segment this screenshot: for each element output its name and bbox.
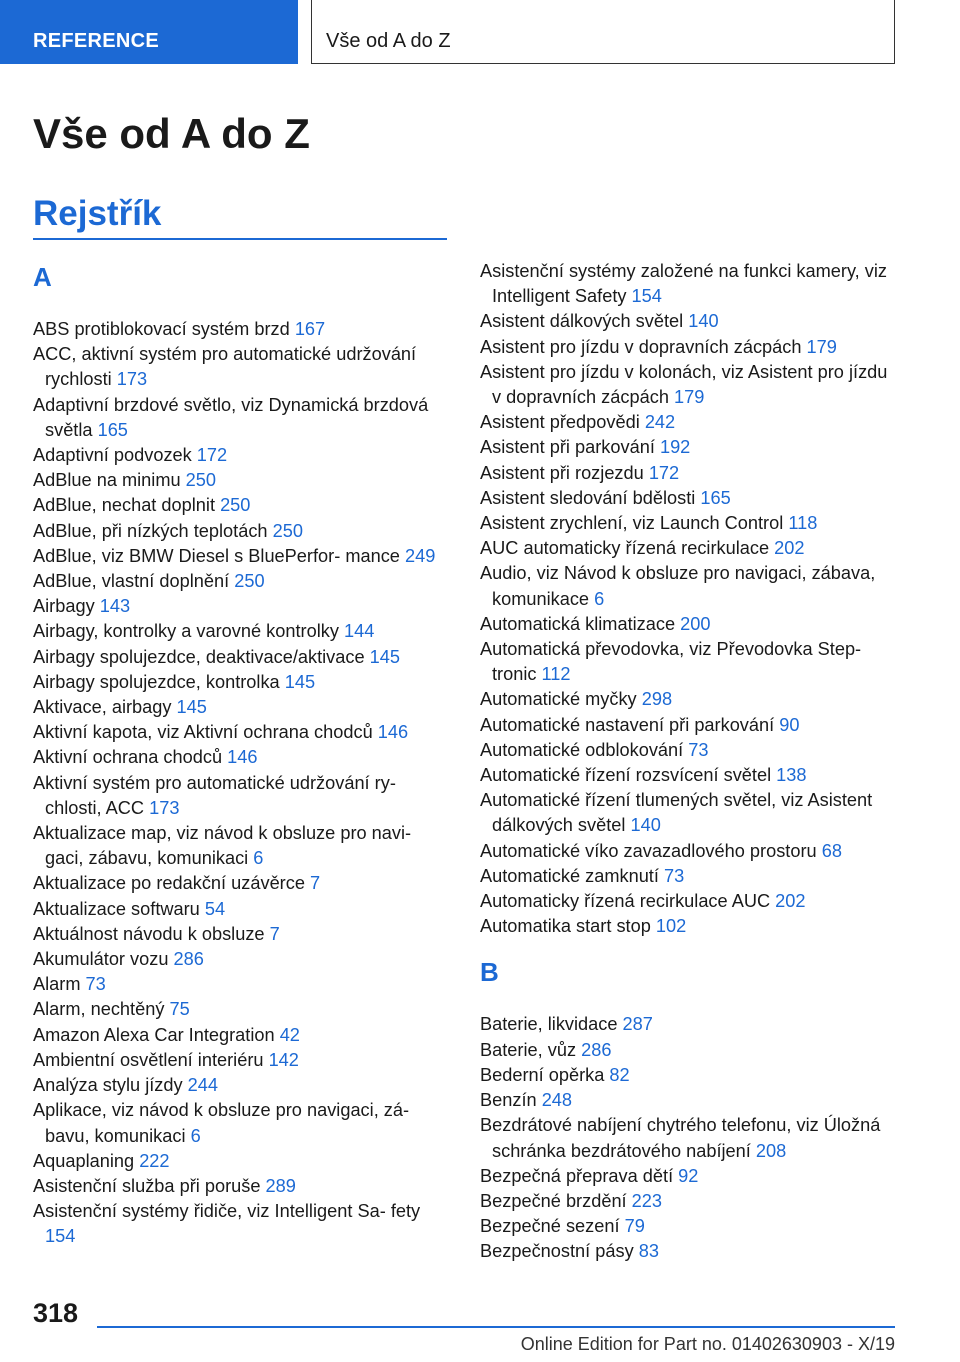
index-entry-text: Automatické řízení tlumených světel, viz Asistent dálkových světel [480, 790, 873, 836]
index-entry-text: Alarm, nechtěný [33, 999, 170, 1020]
index-entry [480, 914, 894, 939]
index-entry-page-link[interactable]: 118 [788, 513, 818, 534]
index-entry-page-link[interactable]: 73 [688, 739, 709, 760]
index-entry [33, 1073, 447, 1098]
index-entry [480, 788, 894, 838]
index-entry-text: Automatické víko zavazadlového prostoru [480, 840, 822, 861]
index-entry [480, 309, 894, 334]
index-entry [480, 1214, 894, 1239]
index-entry [33, 972, 447, 997]
index-entry-page-link[interactable]: 6 [190, 1125, 201, 1146]
index-entry [33, 695, 447, 720]
header-title: Vše od A do Z [311, 0, 895, 64]
index-letter-heading: B [480, 957, 499, 988]
index-entry [480, 738, 894, 763]
index-entry-page-link[interactable]: 92 [678, 1165, 699, 1186]
index-entry [33, 544, 447, 569]
index-entry-page-link[interactable]: 142 [268, 1049, 299, 1070]
index-entry-page-link[interactable]: 6 [253, 848, 264, 869]
index-entry-text: Bezpečné sezení [480, 1216, 625, 1237]
index-entry-page-link[interactable]: 83 [638, 1241, 659, 1262]
index-entry-text: Asistenční systémy založené na funkci kamery, viz Intelligent Safety [480, 261, 888, 307]
index-entry-text: Asistent při rozjezdu [480, 462, 649, 483]
index-entry-text: Baterie, vůz [480, 1039, 582, 1060]
index-entry-text: Aquaplaning [33, 1150, 140, 1171]
index-entry [33, 645, 447, 670]
footer-edition: Online Edition for Part no. 01402630903 - X/19 [520, 1334, 895, 1354]
index-entry-text: Aktualizace softwaru [33, 898, 205, 919]
index-entry [480, 486, 894, 511]
index-entry-page-link[interactable]: 242 [644, 412, 676, 433]
index-entry [480, 461, 894, 486]
index-entry-text: Aktivní kapota, viz Aktivní ochrana chodců [33, 722, 378, 743]
index-entry [33, 821, 447, 871]
index-entry-text: Asistenční služba při poruše [33, 1175, 266, 1196]
index-entry-text: Automatické myčky [480, 689, 642, 710]
index-entry-page-link[interactable]: 145 [284, 671, 316, 692]
index-entry [480, 259, 894, 309]
index-entry-page-link[interactable]: 250 [272, 520, 303, 541]
index-entry-page-link[interactable]: 202 [775, 891, 806, 912]
index-entry-text: Asistent při parkování [480, 437, 660, 458]
index-entry-page-link[interactable]: 172 [648, 462, 680, 483]
index-entry-page-link[interactable]: 165 [97, 419, 128, 440]
index-entry-text: AdBlue, při nízkých teplotách [33, 520, 273, 541]
index-entry-text: Automatické nastavení při parkování [480, 714, 780, 735]
index-entry [480, 335, 894, 360]
index-letter-heading: A [33, 262, 52, 292]
index-entry-text: Bederní opěrka [480, 1064, 610, 1085]
index-entry-text: Asistent pro jízdu v kolonách, viz Asistent pro jízdu v dopravních zácpách [480, 361, 888, 408]
index-entry [480, 612, 894, 637]
index-entry-page-link[interactable]: 192 [659, 437, 691, 458]
index-entry-text: Asistent předpovědi [480, 412, 645, 433]
index-entry [33, 771, 447, 821]
index-entry-page-link[interactable]: 289 [265, 1175, 296, 1196]
index-entry-text: Asistent zrychlení, viz Launch Control [480, 513, 789, 534]
index-entry-text: Automatická převodovka, viz Převodovka Step‐ tronic [480, 639, 862, 685]
index-entry [33, 745, 447, 770]
index-entry [480, 1239, 894, 1264]
index-entry [480, 561, 894, 611]
index-entry-page-link[interactable]: 244 [187, 1075, 219, 1096]
index-entry-text: Aktualizace po redakční uzávěrce [33, 873, 311, 894]
index-entry [33, 947, 447, 972]
section-tab: REFERENCE [0, 0, 298, 64]
index-entry-text: Asistent sledování bdělosti [480, 487, 701, 508]
index-entry [33, 670, 447, 695]
index-entry-page-link[interactable]: 167 [294, 319, 326, 339]
index-entry [480, 410, 894, 435]
index-entry-text: Bezdrátové nabíjení chytrého telefonu, viz Úložná schránka bezdrátového nabíjení [480, 1115, 881, 1161]
index-title-rule [33, 238, 447, 240]
index-entry-text: Automatika start stop [480, 916, 656, 937]
index-entry-page-link[interactable]: 140 [630, 815, 661, 836]
index-entry-text: Aktuálnost návodu k obsluze [33, 923, 270, 944]
index-entry-text: Asistent pro jízdu v dopravních zácpách [480, 336, 807, 357]
page-title: Vše od A do Z [33, 110, 310, 157]
index-entry [33, 342, 447, 392]
index-entry-text: Ambientní osvětlení interiéru [33, 1049, 269, 1070]
index-entry-page-link[interactable]: 102 [655, 916, 687, 937]
index-entry-page-link[interactable]: 286 [581, 1039, 612, 1060]
index-entry-text: Adaptivní podvozek [33, 445, 197, 466]
index-entry-page-link[interactable]: 286 [173, 949, 204, 970]
index-entry-text: Alarm [33, 974, 86, 995]
index-entry-page-link[interactable]: 6 [594, 588, 605, 609]
index-entry-text: AdBlue na minimu [33, 470, 186, 491]
index-entry-text: Akumulátor vozu [33, 949, 174, 970]
index-entry [480, 1189, 894, 1214]
index-entry-page-link[interactable]: 140 [688, 311, 719, 332]
index-entry-page-link[interactable]: 200 [680, 613, 711, 634]
index-entry-text: Automatické řízení rozsvícení světel [480, 765, 777, 786]
index-entry [33, 619, 447, 644]
index-entry-text: Aktivní systém pro automatické udržování ry‐ chlosti, ACC [33, 772, 396, 818]
index-entry-text: Asistenční systémy řidiče, viz Intelligent Sa‐ fety [33, 1201, 421, 1222]
index-entry-text: Audio, viz Návod k obsluze pro navigaci, zábava, komunikace [480, 563, 876, 609]
index-entry [480, 511, 894, 536]
index-entry [33, 1199, 447, 1249]
index-entry-text: AdBlue, viz BMW Diesel s BluePerfor‐ mance [33, 545, 405, 566]
index-entry-page-link[interactable]: 154 [631, 286, 662, 307]
index-entry-page-link[interactable]: 143 [99, 596, 131, 617]
index-entry-text: ACC, aktivní systém pro automatické udržování rychlosti [33, 344, 417, 390]
index-entry [33, 1174, 447, 1199]
index-entry-text: Automatické odblokování [480, 739, 689, 760]
index-entry-page-link[interactable]: 250 [185, 470, 217, 491]
index-entry [480, 1012, 894, 1037]
index-entry [33, 997, 447, 1022]
index-entry-page-link[interactable]: 173 [116, 369, 148, 390]
index-entry-page-link[interactable]: 68 [821, 840, 842, 861]
index-entry [480, 435, 894, 460]
index-entry-page-link[interactable]: 42 [279, 1024, 300, 1045]
index-entry-page-link[interactable]: 208 [755, 1140, 787, 1161]
index-entry-text: Aktualizace map, viz návod k obsluze pro navi‐ gaci, zábavu, komunikaci [33, 823, 412, 869]
index-entry-page-link[interactable]: 73 [663, 865, 685, 886]
index-entry-text: Aktivní ochrana chodců [33, 747, 228, 768]
index-entry-page-link[interactable]: 79 [624, 1216, 645, 1237]
index-entry [480, 687, 894, 712]
index-entry [480, 1164, 894, 1189]
index-entry-page-link[interactable]: 7 [310, 873, 321, 894]
index-entry-text: Airbagy, kontrolky a varovné kontrolky [33, 621, 345, 642]
index-entry-page-link[interactable]: 202 [774, 538, 805, 559]
index-entry-text: Aktivace, airbagy [33, 697, 177, 718]
index-entry-page-link[interactable]: 82 [609, 1064, 630, 1085]
index-entry-page-link[interactable]: 145 [176, 697, 207, 718]
index-entry [480, 763, 894, 788]
index-entry [480, 536, 894, 561]
index-entry-page-link[interactable]: 165 [700, 487, 731, 508]
index-entry-page-link[interactable]: 154 [45, 1226, 76, 1247]
index-entry [480, 1113, 894, 1163]
index-entry-text: Airbagy [33, 596, 100, 617]
index-entry-page-link[interactable]: 172 [196, 445, 228, 466]
index-entry-page-link[interactable]: 90 [779, 714, 800, 735]
index-entry-page-link[interactable]: 7 [269, 923, 280, 944]
index-entry [33, 1048, 447, 1073]
index-entry-page-link[interactable]: 179 [673, 387, 705, 408]
index-entry-text: AUC automaticky řízená recirkulace [480, 538, 775, 559]
index-entry-page-link[interactable]: 298 [641, 689, 673, 710]
index-entry-text: Analýza stylu jízdy [33, 1075, 188, 1096]
index-entry [33, 317, 447, 342]
index-entry-text: Baterie, likvidace [480, 1014, 623, 1035]
index-entry [33, 1023, 447, 1048]
index-entry [33, 1149, 447, 1174]
index-entry-text: Aplikace, viz návod k obsluze pro navigaci, zá‐ bavu, komunikaci [33, 1100, 410, 1146]
index-column-right [480, 259, 894, 1265]
index-entry-text: Automatické zamknutí [480, 865, 664, 886]
index-entry-text: Bezpečnostní pásy [480, 1241, 639, 1262]
index-entry-text: Amazon Alexa Car Integration [33, 1024, 280, 1045]
index-entry [480, 360, 894, 410]
index-entry-text: Asistent dálkových světel [480, 311, 689, 332]
index-entry [480, 839, 894, 864]
index-entry [480, 713, 894, 738]
index-entry [480, 1038, 894, 1063]
index-entry-text: Bezpečná přeprava dětí [480, 1165, 679, 1186]
index-entry [33, 594, 447, 619]
index-entry-page-link[interactable]: 222 [139, 1150, 170, 1171]
index-entry-page-link[interactable]: 138 [776, 765, 807, 786]
index-title: Rejstřík [33, 194, 162, 233]
index-entry-page-link[interactable]: 248 [541, 1090, 573, 1111]
index-entry [33, 922, 447, 947]
index-entry [33, 569, 447, 594]
index-entry-text: ABS protiblokovací systém brzd [33, 319, 295, 339]
index-entry [480, 1088, 894, 1113]
index-entry [480, 1063, 894, 1088]
index-entry-text: Adaptivní brzdové světlo, viz Dynamická brzdová světla [33, 394, 429, 440]
index-entry [33, 393, 447, 443]
index-entry-text: Benzín [480, 1090, 542, 1111]
index-entry-page-link[interactable]: 287 [622, 1014, 653, 1035]
index-entry-text: Airbagy spolujezdce, deaktivace/aktivace [33, 646, 370, 667]
index-column-left [33, 259, 447, 1250]
page-number: 318 [33, 1298, 79, 1328]
index-entry [33, 443, 447, 468]
index-entry-text: Bezpečné brzdění [480, 1190, 632, 1211]
index-entry [33, 468, 447, 493]
index-entry-page-link[interactable]: 144 [344, 621, 375, 642]
index-entry-page-link[interactable]: 223 [631, 1190, 663, 1211]
index-entry-text: AdBlue, nechat doplnit [33, 495, 221, 516]
index-entry [480, 864, 894, 889]
index-entry [33, 871, 447, 896]
index-entry-text: AdBlue, vlastní doplnění [33, 571, 235, 592]
index-entry [480, 637, 894, 687]
index-entry-text: Automatická klimatizace [480, 613, 681, 634]
index-entry [33, 1098, 447, 1148]
index-entry-page-link[interactable]: 179 [806, 336, 837, 357]
index-entry-page-link[interactable]: 75 [169, 999, 190, 1020]
index-entry-page-link[interactable]: 249 [404, 545, 436, 566]
index-entry-page-link[interactable]: 112 [541, 664, 571, 685]
index-entry-page-link[interactable]: 250 [234, 571, 265, 592]
index-entry-text: Airbagy spolujezdce, kontrolka [33, 671, 285, 692]
index-entry-text: Automaticky řízená recirkulace AUC [480, 891, 776, 912]
index-entry [33, 519, 447, 544]
index-entry [33, 897, 447, 922]
index-entry-page-link[interactable]: 145 [369, 646, 401, 667]
index-entry-page-link[interactable]: 173 [149, 797, 180, 818]
index-entry-page-link[interactable]: 73 [85, 974, 106, 995]
index-entry [480, 889, 894, 914]
index-entry [33, 493, 447, 518]
index-entry-page-link[interactable]: 146 [377, 722, 409, 743]
index-entry-page-link[interactable]: 250 [220, 495, 251, 516]
index-entry [33, 720, 447, 745]
index-entry-page-link[interactable]: 146 [227, 747, 258, 768]
footer-rule [97, 1326, 895, 1328]
index-entry-page-link[interactable]: 54 [204, 898, 226, 919]
